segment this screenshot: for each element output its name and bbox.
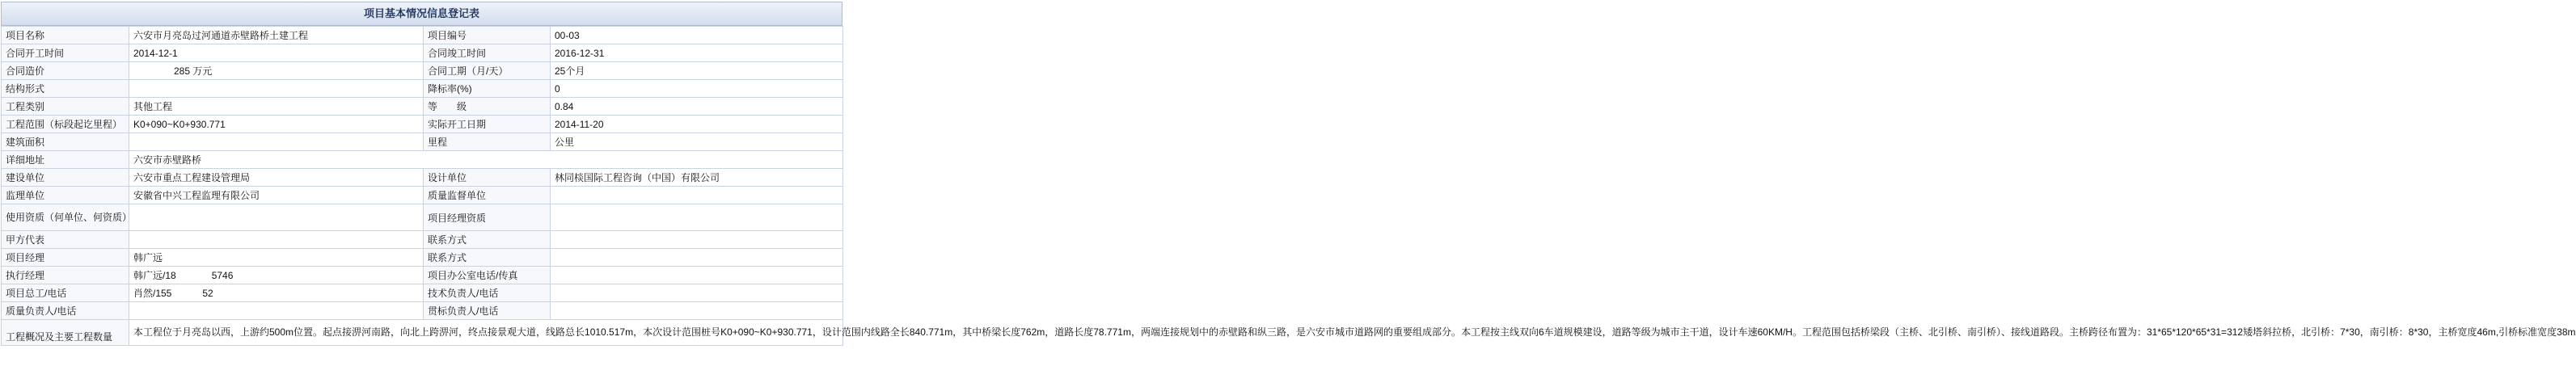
label-quality-supervision: 质量监督单位 — [424, 187, 551, 204]
value-bid-reduction: 0 — [551, 80, 843, 98]
label-project-number: 项目编号 — [424, 27, 551, 44]
label-owner-rep: 甲方代表 — [2, 231, 129, 249]
value-address: 六安市赤壁路桥 — [129, 151, 843, 169]
value-mileage: 公里 — [551, 133, 843, 151]
executive-manager-text-start: 韩广远/18 — [133, 270, 176, 281]
value-supervision-unit: 安徽省中兴工程监理有限公司 — [129, 187, 424, 204]
value-office-phone — [551, 267, 843, 284]
contract-price-text: 285 万元 — [174, 65, 213, 77]
value-building-area — [129, 133, 424, 151]
value-qualification — [129, 204, 424, 231]
value-chief-engineer — [129, 284, 424, 302]
value-tech-lead — [551, 284, 843, 302]
form-title: 项目基本情况信息登记表 — [1, 2, 842, 26]
redaction-mask — [176, 271, 212, 281]
value-contact-2 — [551, 249, 843, 267]
table-row — [2, 151, 843, 169]
label-contract-start: 合同开工时间 — [2, 44, 129, 62]
value-quality-supervision — [551, 187, 843, 204]
label-contract-price: 合同造价 — [2, 62, 129, 80]
value-project-category: 其他工程 — [129, 98, 424, 116]
value-owner-rep — [129, 231, 424, 249]
table-row — [2, 284, 843, 302]
table-row — [2, 187, 843, 204]
label-project-category: 工程类别 — [2, 98, 129, 116]
label-chief-engineer: 项目总工/电话 — [2, 284, 129, 302]
value-overview: 本工程位于月亮岛以西，上游约500m位置。起点接淠河南路，向北上跨淠河，终点接景观大道，线路总长1010.517m，本次设计范围桩号K0+090~K0+930.771，设计范围内线路全长840.771m，其中桥梁长度762m，道路长度78.771m，两端连接规划中的赤壁路和纵三路，是六安市城市道路网的重要组成部分。本工程按主线双向6车道规模建设，道路等级为城市主干道，设计车速60KM/H。工程范围包括桥梁段（主桥、北引桥、南引桥）、接线道路段。主桥跨径布置为：31*65*120*65*31=312矮塔斜拉桥，北引桥：7*30，南引桥：8*30，主桥宽度46m,引桥标准宽度38m — [129, 320, 843, 346]
label-project-scope: 工程范围（标段起讫里程） — [2, 116, 129, 133]
value-contract-end: 2016-12-31 — [551, 44, 843, 62]
label-contact-1: 联系方式 — [424, 231, 551, 249]
table-row — [2, 116, 843, 133]
label-pm-qualification: 项目经理资质 — [424, 204, 551, 231]
table-row — [2, 80, 843, 98]
table-row — [2, 98, 843, 116]
label-project-manager: 项目经理 — [2, 249, 129, 267]
table-row — [2, 62, 843, 80]
table-row — [2, 320, 843, 346]
table-row — [2, 249, 843, 267]
label-supervision-unit: 监理单位 — [2, 187, 129, 204]
label-standards-lead: 贯标负责人/电话 — [424, 302, 551, 320]
value-structure-type — [129, 80, 424, 98]
value-grade: 0.84 — [551, 98, 843, 116]
table-row — [2, 133, 843, 151]
label-construction-unit: 建设单位 — [2, 169, 129, 187]
table-row — [2, 302, 843, 320]
label-grade: 等 级 — [424, 98, 551, 116]
label-address: 详细地址 — [2, 151, 129, 169]
label-bid-reduction: 降标率(%) — [424, 80, 551, 98]
value-contract-start: 2014-12-1 — [129, 44, 424, 62]
label-quality-lead: 质量负责人/电话 — [2, 302, 129, 320]
value-project-scope: K0+090~K0+930.771 — [129, 116, 424, 133]
value-project-name: 六安市月亮岛过河通道赤壁路桥土建工程 — [129, 27, 424, 44]
chief-engineer-text-start: 肖然/155 — [133, 288, 172, 299]
table-row — [2, 44, 843, 62]
label-tech-lead: 技术负责人/电话 — [424, 284, 551, 302]
value-contact-1 — [551, 231, 843, 249]
chief-engineer-text-end: 52 — [202, 288, 213, 299]
value-project-manager: 韩广远 — [129, 249, 424, 267]
label-qualification: 使用资质（何单位、何资质） — [2, 204, 129, 231]
redaction-mask — [171, 289, 202, 299]
label-contract-duration: 合同工期（月/天） — [424, 62, 551, 80]
value-standards-lead — [551, 302, 843, 320]
label-actual-start: 实际开工日期 — [424, 116, 551, 133]
project-info-table — [1, 26, 2576, 346]
value-quality-lead — [129, 302, 424, 320]
value-design-unit: 林同棪国际工程咨询（中国）有限公司 — [551, 169, 843, 187]
redaction-mask — [133, 67, 174, 77]
label-executive-manager: 执行经理 — [2, 267, 129, 284]
label-overview: 工程概况及主要工程数量 — [2, 320, 129, 346]
table-row — [2, 169, 843, 187]
value-pm-qualification — [551, 204, 843, 231]
label-mileage: 里程 — [424, 133, 551, 151]
value-actual-start: 2014-11-20 — [551, 116, 843, 133]
label-contract-end: 合同竣工时间 — [424, 44, 551, 62]
label-office-phone: 项目办公室电话/传真 — [424, 267, 551, 284]
value-executive-manager — [129, 267, 424, 284]
table-row — [2, 267, 843, 284]
value-project-number: 00-03 — [551, 27, 843, 44]
value-construction-unit: 六安市重点工程建设管理局 — [129, 169, 424, 187]
label-design-unit: 设计单位 — [424, 169, 551, 187]
value-contract-price — [129, 62, 424, 80]
value-contract-duration: 25个月 — [551, 62, 843, 80]
label-structure-type: 结构形式 — [2, 80, 129, 98]
table-row — [2, 231, 843, 249]
label-contact-2: 联系方式 — [424, 249, 551, 267]
label-building-area: 建筑面积 — [2, 133, 129, 151]
label-project-name: 项目名称 — [2, 27, 129, 44]
table-row — [2, 204, 843, 231]
table-row — [2, 27, 843, 44]
executive-manager-text-end: 5746 — [211, 270, 234, 281]
